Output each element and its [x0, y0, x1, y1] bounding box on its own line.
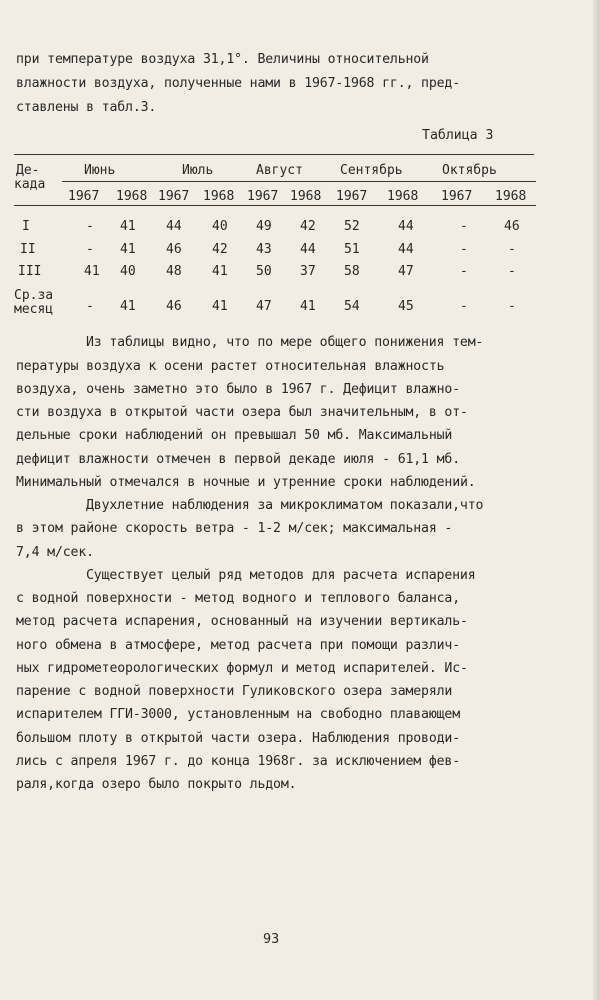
text-line: воздуха, очень заметно это было в 1967 г. Дефицит влажно-	[16, 382, 461, 397]
text-line: метод расчета испарения, основанный на изучении вертикаль-	[16, 614, 468, 629]
month-header: Июль	[182, 163, 214, 178]
text-line: при температуре воздуха 31,1°. Величины относительной	[16, 52, 429, 67]
year-header: 1967	[158, 189, 190, 204]
text-line: Минимальный отмечался в ночные и утренние сроки наблюдений.	[16, 475, 476, 490]
text-line: влажности воздуха, полученные нами в 1967-1968 гг., пред-	[16, 76, 461, 91]
text-line: дельные сроки наблюдений он превышал 50 мб. Максимальный	[16, 428, 453, 443]
text-line: 7,4 м/сек.	[16, 545, 94, 560]
text-line: ного обмена в атмосфере, метод расчета при помощи различ-	[16, 638, 461, 653]
text-line: Существует целый ряд методов для расчета испарения	[86, 568, 476, 583]
table-cell: 44	[166, 219, 182, 234]
row-label: I	[22, 219, 30, 234]
table-cell: 48	[166, 264, 182, 279]
table-cell: 47	[398, 264, 414, 279]
table-cell: 42	[212, 242, 228, 257]
row-label: Ср.за	[14, 288, 54, 303]
table-cell: 40	[212, 219, 228, 234]
table-cell: 41	[212, 264, 228, 279]
table-top-rule	[14, 154, 534, 155]
table-cell: 50	[256, 264, 272, 279]
table-cell: -	[86, 299, 94, 314]
year-header: 1968	[203, 189, 235, 204]
month-header: Сентябрь	[340, 163, 403, 178]
row-label: месяц	[14, 302, 54, 317]
table-cell: 45	[398, 299, 414, 314]
text-line: сти воздуха в открытой части озера был значительным, в от-	[16, 405, 468, 420]
table-cell: 37	[300, 264, 316, 279]
table-cell: 41	[300, 299, 316, 314]
text-line: ных гидрометеорологических формул и метод испарителей. Ис-	[16, 661, 468, 676]
table-cell: 41	[120, 299, 136, 314]
month-header: Август	[256, 163, 303, 178]
table-cell: 41	[84, 264, 100, 279]
table-cell: 49	[256, 219, 272, 234]
table-cell: -	[460, 219, 468, 234]
table-caption: Таблица 3	[422, 128, 494, 143]
table-month-rule	[62, 181, 536, 182]
year-header: 1967	[247, 189, 279, 204]
month-header: Октябрь	[442, 163, 497, 178]
text-line: Из таблицы видно, что по мере общего понижения тем-	[86, 335, 484, 350]
text-line: пературы воздуха к осени растет относительная влажность	[16, 359, 445, 374]
table-header-rule	[14, 205, 536, 206]
table-cell: 43	[256, 242, 272, 257]
text-line: раля,когда озеро было покрыто льдом.	[16, 777, 297, 792]
row-header-label: када	[14, 177, 46, 192]
table-cell: 47	[256, 299, 272, 314]
table-cell: 41	[120, 219, 136, 234]
table-cell: -	[460, 299, 468, 314]
row-label: II	[20, 242, 36, 257]
table-cell: -	[86, 242, 94, 257]
table-cell: 58	[344, 264, 360, 279]
table-cell: 44	[398, 242, 414, 257]
table-cell: 52	[344, 219, 360, 234]
table-cell: 46	[504, 219, 520, 234]
year-header: 1967	[441, 189, 473, 204]
year-header: 1968	[290, 189, 322, 204]
year-header: 1968	[116, 189, 148, 204]
table-cell: -	[508, 299, 516, 314]
table-cell: 42	[300, 219, 316, 234]
text-line: парение с водной поверхности Гуликовского озера замеряли	[16, 684, 453, 699]
table-cell: 41	[120, 242, 136, 257]
table-cell: 40	[120, 264, 136, 279]
text-line: ставлены в табл.3.	[16, 100, 157, 115]
page-edge	[593, 0, 599, 1000]
table-cell: -	[460, 264, 468, 279]
table-cell: -	[460, 242, 468, 257]
table-cell: 44	[398, 219, 414, 234]
table-cell: -	[86, 219, 94, 234]
row-header-label: Де-	[16, 163, 40, 178]
year-header: 1967	[68, 189, 100, 204]
year-header: 1968	[387, 189, 419, 204]
text-line: в этом районе скорость ветра - 1-2 м/сек; максимальная -	[16, 521, 453, 536]
table-cell: 46	[166, 242, 182, 257]
text-line: большом плоту в открытой части озера. Наблюдения проводи-	[16, 731, 461, 746]
year-header: 1967	[336, 189, 368, 204]
page-number: 93	[263, 931, 280, 947]
table-cell: 44	[300, 242, 316, 257]
text-line: Двухлетние наблюдения за микроклиматом показали,что	[86, 498, 484, 513]
table-cell: 54	[344, 299, 360, 314]
month-header: Июнь	[84, 163, 116, 178]
table-cell: -	[508, 242, 516, 257]
text-line: лись с апреля 1967 г. до конца 1968г. за исключением фев-	[16, 754, 461, 769]
table-cell: 41	[212, 299, 228, 314]
table-cell: 46	[166, 299, 182, 314]
table-cell: 51	[344, 242, 360, 257]
text-line: испарителем ГГИ-3000, установленным на свободно плавающем	[16, 707, 461, 722]
table-cell: -	[508, 264, 516, 279]
year-header: 1968	[495, 189, 527, 204]
text-line: с водной поверхности - метод водного и теплового баланса,	[16, 591, 461, 606]
row-label: III	[18, 264, 42, 279]
text-line: дефицит влажности отмечен в первой декаде июля - 61,1 мб.	[16, 452, 461, 467]
